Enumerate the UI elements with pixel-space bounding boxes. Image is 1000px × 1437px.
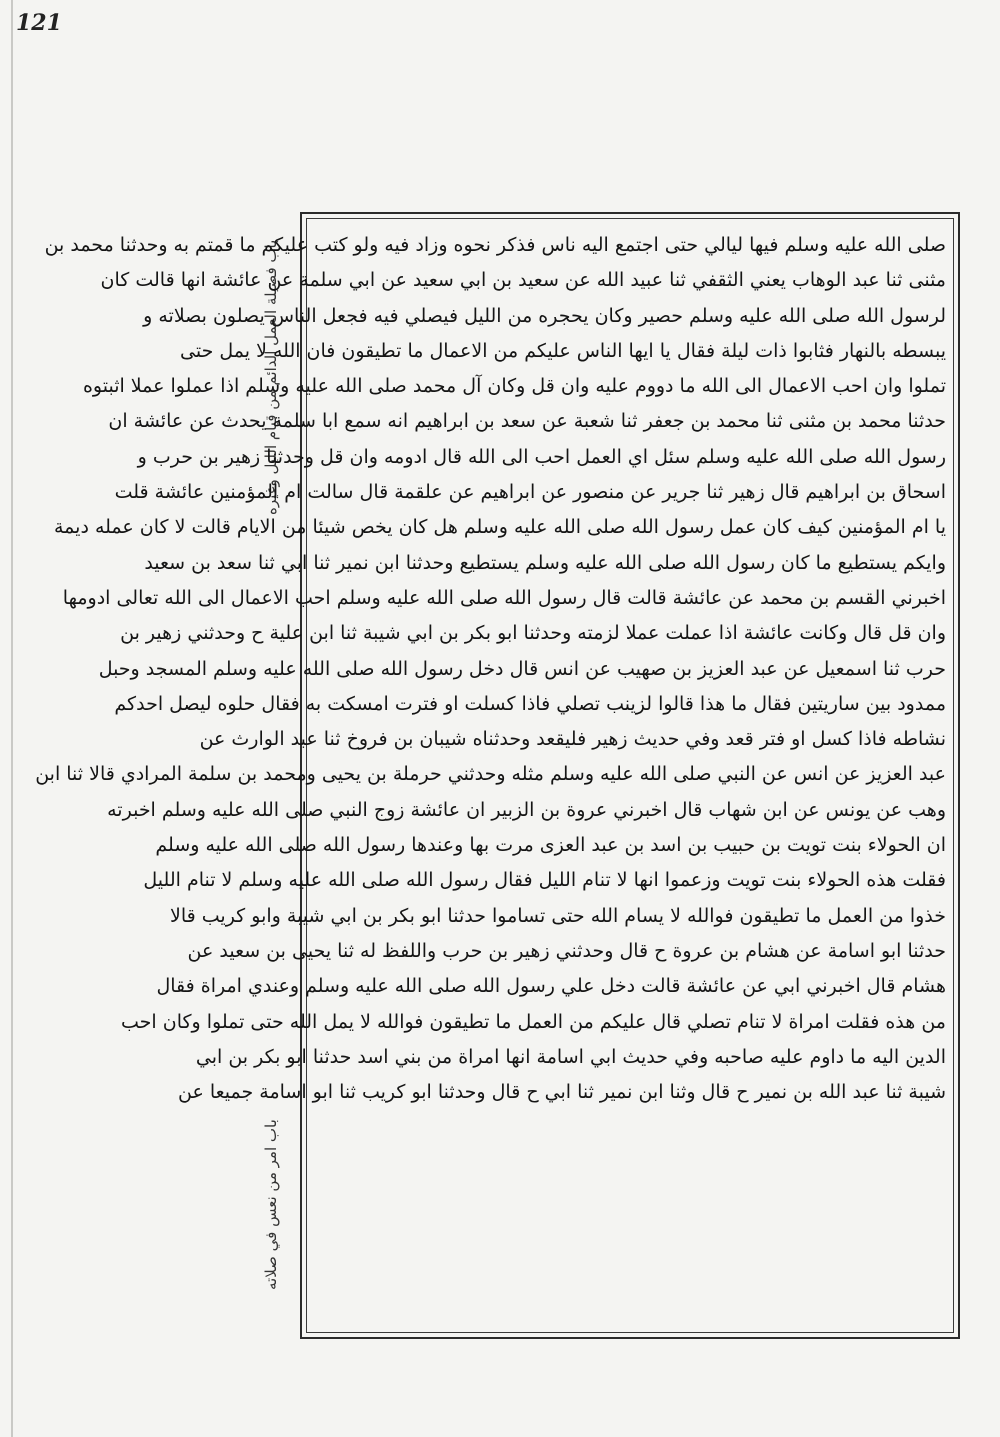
folio-number: 121: [16, 10, 62, 36]
text-line: من هذه فقلت امراة لا تنام تصلي قال عليكم من العمل ما تطيقون فوالله لا يمل الله حتى تملوا وكان احب: [121, 1010, 946, 1033]
text-line: خذوا من العمل ما تطيقون فوالله لا يسام الله حتى تساموا حدثنا ابو بكر بن ابي شيبة وابو كريب قالا: [170, 904, 946, 927]
text-line: فقلت هذه الحولاء بنت تويت وزعموا انها لا تنام الليل فقال رسول الله صلى الله عليه وسلم لا تنام الليل: [143, 869, 946, 892]
text-line: اخبرني القسم بن محمد عن عائشة قالت قال رسول الله صلى الله عليه وسلم احب الاعمال الى الله تعالى ادومها: [62, 586, 946, 609]
text-line: الدين اليه ما داوم عليه صاحبه وفي حديث ابي اسامة انها امراة من بني اسد حدثنا ابو بكر بن ابي: [195, 1045, 946, 1068]
marginal-chapter-heading: باب فضيلة العمل الدائم من قيام الليل وغيره: [262, 239, 280, 515]
text-line: صلى الله عليه وسلم فيها ليالي حتى اجتمع اليه ناس فذكر نحوه وزاد فيه ولو كتب عليكم ما قمتم به وحدثنا محمد بن: [44, 234, 946, 256]
text-line: اسحاق بن ابراهيم قال زهير ثنا جرير عن منصور عن ابراهيم عن علقمة قال سالت ام المؤمنين عائشة قلت: [114, 481, 946, 504]
text-line: نشاطه فاذا كسل او فتر قعد وفي حديث زهير فليقعد وحدثناه شيبان بن فروخ ثنا عبد الوارث عن: [199, 728, 946, 751]
text-line: لرسول الله صلى الله عليه وسلم حصير وكان يحجره من الليل فيصلي فيه فجعل الناس يصلون بصلاته و: [143, 304, 946, 327]
text-line: حدثنا محمد بن مثنى ثنا محمد بن جعفر ثنا شعبة عن سعد بن ابراهيم انه سمع ابا سلمة يحدث عن عائشة ان: [108, 410, 946, 433]
text-line: تملوا وان احب الاعمال الى الله ما دووم عليه وان قل وكان آل محمد صلى الله عليه وسلم اذا عملوا عملا اثبتوه: [82, 375, 946, 398]
text-line: حدثنا ابو اسامة عن هشام بن عروة ح قال وحدثني زهير بن حرب واللفظ له ثنا يحيى بن سعيد عن: [187, 939, 946, 962]
text-line: رسول الله صلى الله عليه وسلم سئل اي العمل احب الى الله قال ادومه وان قل وحدثنا زهير بن حرب و: [137, 445, 946, 468]
marginal-chapter-heading: باب امر من نعس في صلاته: [262, 1119, 280, 1290]
text-line: عبد العزيز عن انس عن النبي صلى الله عليه وسلم مثله وحدثني حرملة بن يحيى ومحمد بن سلمة المرادي قالا ثنا ابن: [35, 763, 946, 786]
text-line: ممدود بين ساريتين فقال ما هذا قالوا لزينب تصلي فاذا كسلت او فترت امسكت به فقال حلوه ليصل احدكم: [114, 692, 946, 715]
text-line: وهب عن يونس عن ابن شهاب قال اخبرني عروة بن الزبير ان عائشة زوج النبي صلى الله عليه وسلم اخبرته: [107, 798, 946, 821]
text-line: مثنى ثنا عبد الوهاب يعني الثقفي ثنا عبيد الله عن سعيد بن ابي سعيد عن ابي سلمة عن عائشة انها قالت كان: [100, 269, 946, 292]
binding-gutter: [11, 0, 13, 1437]
text-line: ان الحولاء بنت تويت بن حبيب بن اسد بن عبد العزى مرت بها وعندها رسول الله صلى الله عليه وسلم: [155, 834, 946, 857]
text-line: هشام قال اخبرني ابي عن عائشة قالت دخل علي رسول الله صلى الله عليه وسلم وعندي امراة فقال: [156, 975, 946, 998]
text-line: يا ام المؤمنين كيف كان عمل رسول الله صلى الله عليه وسلم هل كان يخص شيئا من الايام قالت لا كان عمله ديمة: [53, 516, 946, 539]
text-line: شيبة ثنا عبد الله بن نمير ح قال وثنا ابن نمير ثنا ابي ح قال وحدثنا ابو كريب ثنا ابو اسامة جميعا عن: [177, 1081, 946, 1104]
text-line: وان قل قال وكانت عائشة اذا عملت عملا لزمته وحدثنا ابو بكر بن ابي شيبة ثنا ابن علية ح وحدثني زهير بن: [120, 622, 946, 645]
text-line: وايكم يستطيع ما كان رسول الله صلى الله عليه وسلم يستطيع وحدثنا ابن نمير ثنا ابي ثنا سعد بن سعيد: [144, 551, 946, 574]
text-line: يبسطه بالنهار فثابوا ذات ليلة فقال يا ايها الناس عليكم من الاعمال ما تطيقون فان الله لا يمل حتى: [180, 339, 946, 362]
text-line: حرب ثنا اسمعيل عن عبد العزيز بن صهيب عن انس قال دخل رسول الله صلى الله عليه وسلم المسجد وحبل: [98, 657, 946, 680]
